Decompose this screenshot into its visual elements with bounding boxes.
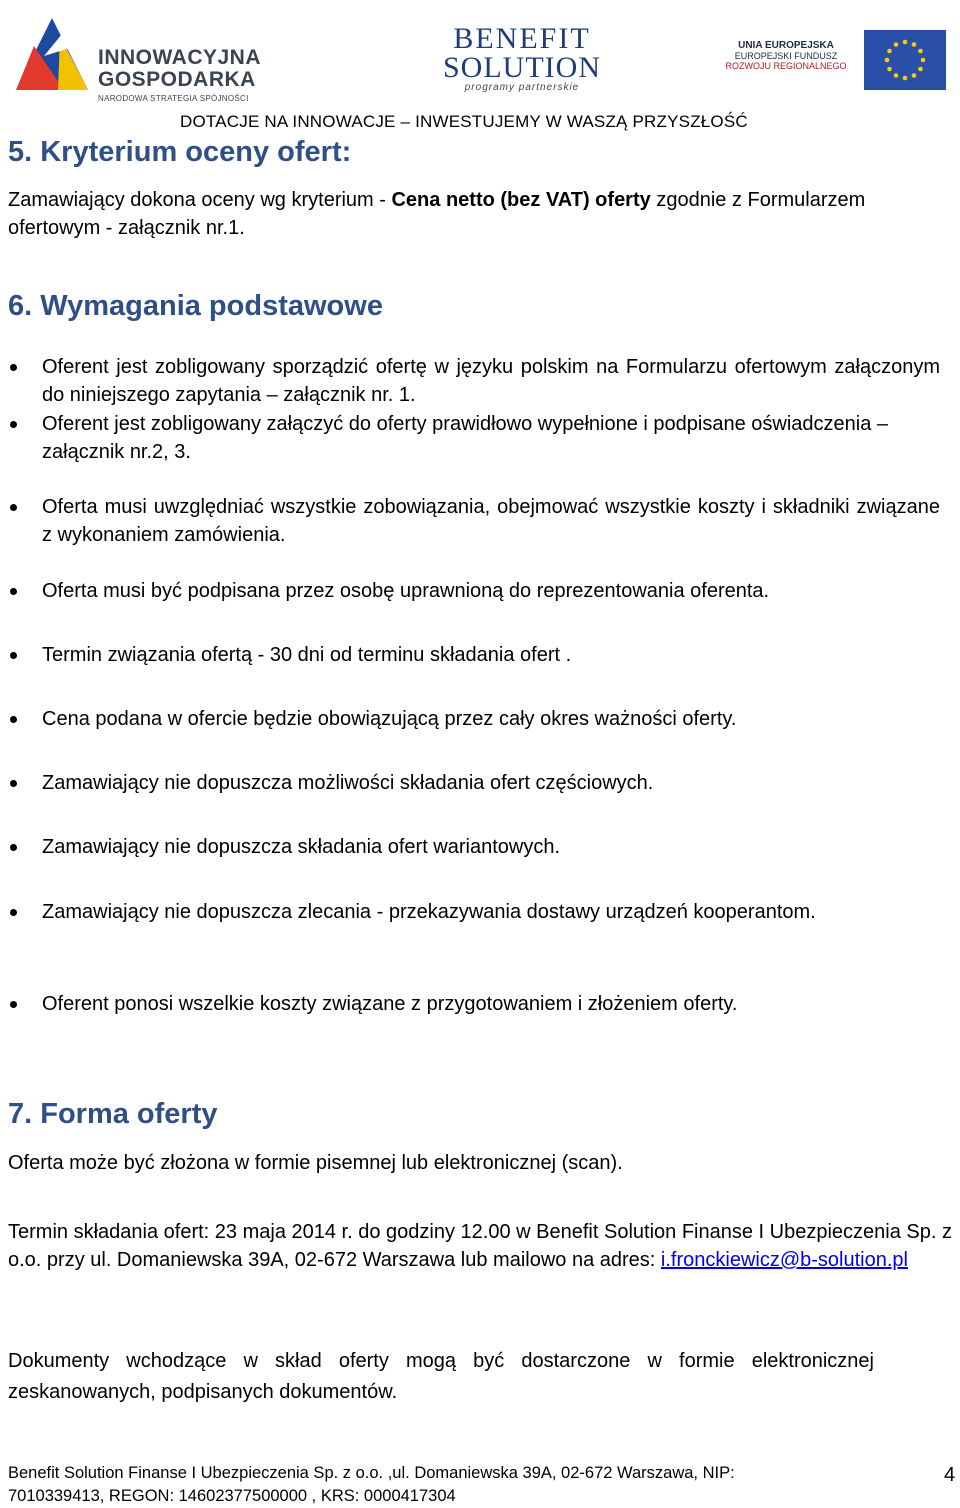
section6-title: 6. Wymagania podstawowe [8, 290, 383, 322]
bs-line2: SOLUTION [443, 51, 601, 84]
email-link[interactable]: i.fronckiewicz@b-solution.pl [660, 1249, 908, 1271]
bs-line3: programy partnerskie [464, 82, 580, 93]
section5-text-after: zgodnie z Formularzem ofertowym - załącznik nr.1. [8, 189, 866, 239]
bullet-icon [10, 716, 17, 723]
section7-title: 7. Forma oferty [8, 1098, 218, 1130]
header-tagline: DOTACJE NA INNOWACJE – INWESTUJEMY W WASZĄ PRZYSZŁOŚĆ [180, 112, 748, 131]
footer-line1: Benefit Solution Finanse I Ubezpieczenia Sp. z o.o. ,ul. Domaniewska 39A, 02-672 Warszawa, NIP: [8, 1464, 735, 1482]
bs-line1: BENEFIT [453, 22, 591, 55]
footer-line2: 7010339413, REGON: 14602377500000 , KRS: 0000417304 [8, 1487, 456, 1505]
bullet-icon [10, 652, 17, 659]
ue-line1: UNIA EUROPEJSKA [738, 40, 834, 51]
section7-para1: Oferta może być złożona w formie pisemnej lub elektronicznej (scan). [8, 1152, 623, 1174]
ig-line1: INNOWACYJNA [98, 46, 262, 69]
eu-flag-icon [864, 30, 946, 90]
bullet-icon [10, 364, 17, 371]
ig-emblem-icon [14, 16, 90, 92]
page-number: 4 [944, 1464, 956, 1486]
ig-line2: GOSPODARKA [98, 68, 256, 91]
bullet-icon [10, 1001, 17, 1008]
innowacyjna-gospodarka-logo [8, 12, 270, 103]
ue-line3: ROZWOJU REGIONALNEGO [725, 61, 847, 71]
section7-para2-text: Termin składania ofert: 23 maja 2014 r. do godziny 12.00 w Benefit Solution Finanse I Ubezpieczenia Sp. z o.o. przy ul. Domaniewska 39A, 02-672 Warszawa lub mailowo na adres: [8, 1221, 952, 1271]
section5-text [8, 186, 908, 242]
bullet-icon [10, 780, 17, 787]
section5-title: 5. Kryterium oceny ofert: [8, 136, 352, 168]
eu-logo [716, 30, 946, 90]
bullet-icon [10, 504, 17, 511]
bullet-icon [10, 909, 17, 916]
ue-line2: EUROPEJSKI FUNDUSZ [734, 51, 838, 61]
section7-para2 [8, 1218, 952, 1274]
footer [8, 1462, 908, 1508]
section7-para3: Dokumenty wchodzące w skład oferty mogą być dostarczone w formie elektronicznej zeskanowanych, podpisanych dokumentów. [8, 1350, 874, 1403]
bullet-icon [10, 588, 17, 595]
bullet-icon [10, 844, 17, 851]
section5-text-before: Zamawiający dokona oceny wg kryterium - [8, 189, 392, 211]
section5-text-bold: Cena netto (bez VAT) oferty [391, 189, 651, 211]
benefit-solution-logo [432, 24, 612, 94]
bullet-icon [10, 421, 17, 428]
ig-subline: NARODOWA STRATEGIA SPÓJNOŚCI [98, 94, 249, 103]
